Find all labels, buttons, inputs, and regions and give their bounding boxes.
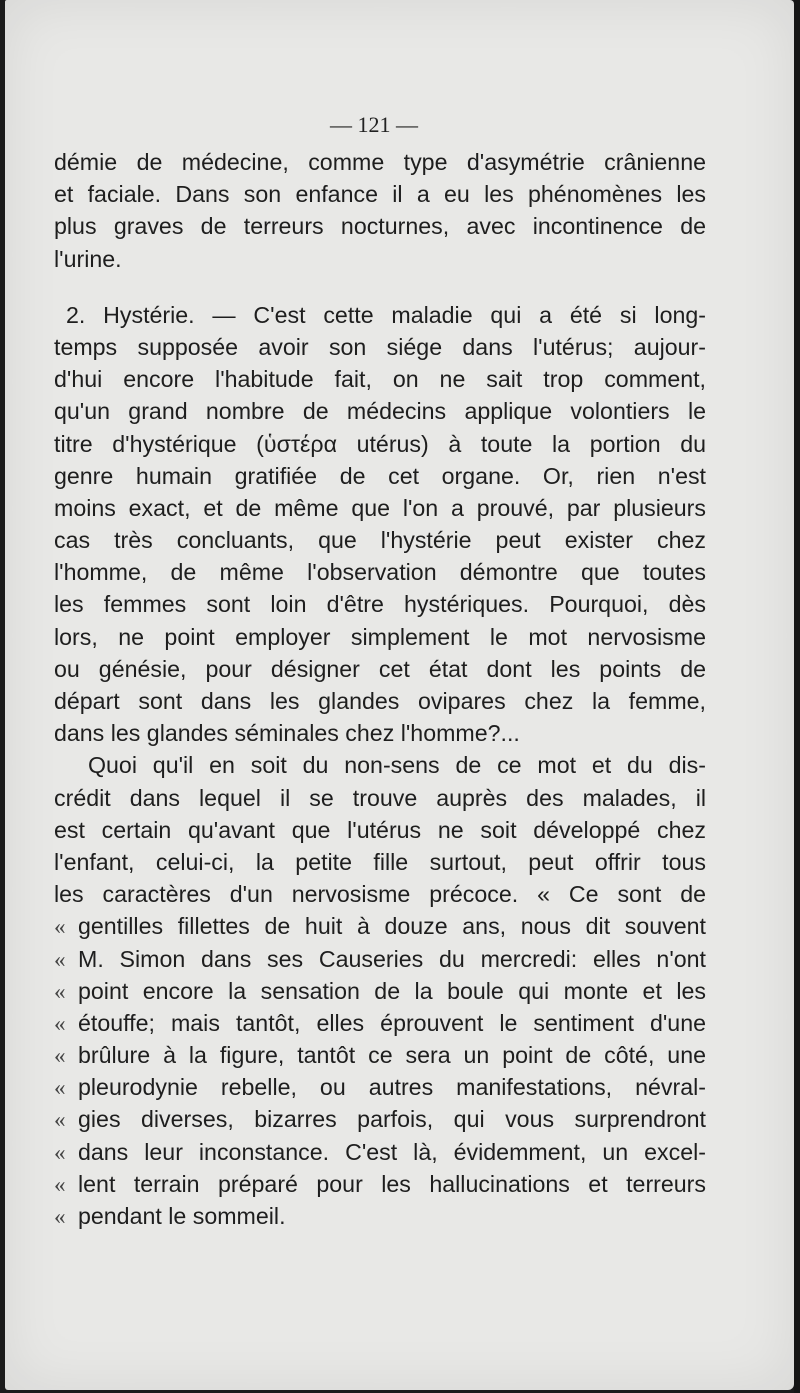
text-line: temps supposée avoir son siége dans l'utérus; aujour- <box>54 333 706 360</box>
quote-mark: « <box>54 1107 66 1134</box>
text-line: pleurodynie rebelle, ou autres manifestations, névral- <box>78 1074 706 1101</box>
quote-mark: « <box>54 914 66 941</box>
quote-line <box>54 1168 706 1200</box>
quote-line <box>54 1103 706 1135</box>
text-line: lent terrain préparé pour les hallucinations et terreurs <box>78 1170 706 1197</box>
text-line: gentilles fillettes de huit à douze ans, nous dit souvent <box>78 913 706 940</box>
quote-mark: « <box>54 1204 66 1230</box>
quote-line <box>54 975 706 1007</box>
quote-mark: « <box>54 946 66 973</box>
text-line: 2. Hystérie. — C'est cette maladie qui a été si long- <box>66 301 706 328</box>
quote-mark: « <box>54 978 66 1005</box>
page-body <box>54 146 706 1232</box>
paragraph-1 <box>54 146 706 275</box>
text-line: dans les glandes séminales chez l'homme?... <box>54 720 520 747</box>
text-line: les caractères d'un nervosisme précoce. « Ce sont de <box>54 881 706 908</box>
text-line: l'enfant, celui-ci, la petite fille surtout, peut offrir tous <box>54 848 706 875</box>
text-line: l'urine. <box>54 245 122 272</box>
text-line: ou génésie, pour désigner cet état dont les points de <box>54 655 706 682</box>
text-line: qu'un grand nombre de médecins applique volontiers le <box>54 398 706 425</box>
quote-line <box>54 1136 706 1168</box>
text-line: titre d'hystérique (ὑστέρα utérus) à toute la portion du <box>54 430 706 457</box>
text-line: point encore la sensation de la boule qui monte et les <box>78 977 706 1004</box>
text-line: Quoi qu'il en soit du non-sens de ce mot et du dis- <box>88 752 706 779</box>
text-line: démie de médecine, comme type d'asymétrie crânienne <box>54 149 706 175</box>
text-line: pendant le sommeil. <box>78 1203 286 1229</box>
quote-mark: « <box>54 1171 66 1198</box>
book-page <box>5 0 794 1390</box>
quote-line <box>54 1039 706 1071</box>
quote-mark: « <box>54 1010 66 1037</box>
quoted-passage <box>54 910 706 1232</box>
text-line: départ sont dans les glandes ovipares chez la femme, <box>54 688 706 714</box>
text-line: genre humain gratifiée de cet organe. Or, rien n'est <box>54 462 706 489</box>
text-line: plus graves de terreurs nocturnes, avec incontinence de <box>54 213 706 240</box>
text-line: M. Simon dans ses Causeries du mercredi: elles n'ont <box>78 945 706 972</box>
quote-line <box>54 1071 706 1103</box>
text-line: et faciale. Dans son enfance il a eu les phénomènes les <box>54 181 706 208</box>
text-line: moins exact, et de même que l'on a prouvé, par plusieurs <box>54 494 706 521</box>
paragraph-3 <box>54 749 706 910</box>
quote-line <box>54 1007 706 1039</box>
text-line: gies diverses, bizarres parfois, qui vous surprendront <box>78 1106 706 1133</box>
text-line: lors, ne point employer simplement le mot nervosisme <box>54 623 706 650</box>
quote-mark: « <box>54 1075 66 1102</box>
text-line: l'homme, de même l'observation démontre que toutes <box>54 559 706 586</box>
text-line: étouffe; mais tantôt, elles éprouvent le sentiment d'une <box>78 1009 706 1036</box>
text-line: dans leur inconstance. C'est là, évidemment, un excel- <box>78 1138 706 1165</box>
text-line: cas très concluants, que l'hystérie peut exister chez <box>54 527 706 554</box>
quote-line <box>54 910 706 942</box>
quote-mark: « <box>54 1043 66 1070</box>
text-line: brûlure à la figure, tantôt ce sera un point de côté, une <box>78 1042 706 1069</box>
scan-edge <box>794 0 800 1393</box>
quote-mark: « <box>54 1139 66 1166</box>
text-line: est certain qu'avant que l'utérus ne soit développé chez <box>54 816 706 843</box>
text-line: d'hui encore l'habitude fait, on ne sait trop comment, <box>54 366 706 393</box>
paragraph-2 <box>54 299 706 750</box>
quote-line <box>54 943 706 975</box>
text-line: les femmes sont loin d'être hystériques. Pourquoi, dès <box>54 591 706 618</box>
text-line: crédit dans lequel il se trouve auprès des malades, il <box>54 784 706 811</box>
quote-line <box>54 1200 706 1232</box>
page-number: — 121 — <box>330 112 418 137</box>
